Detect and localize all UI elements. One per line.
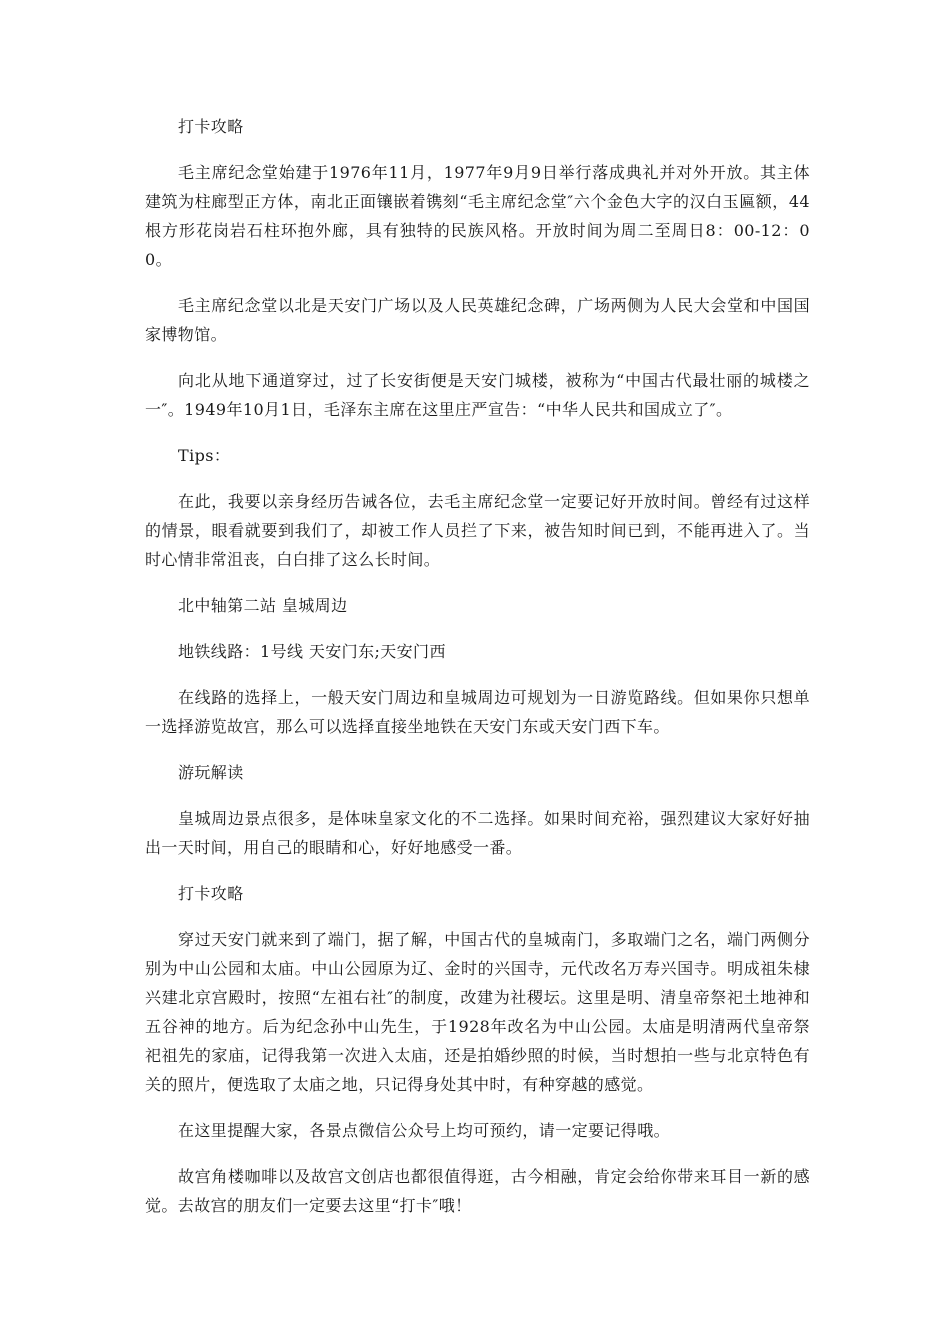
paragraph: 穿过天安门就来到了端门，据了解，中国古代的皇城南门，多取端门之名，端门两侧分别为中山公园和太庙。中山公园原为辽、金时的兴国寺，元代改名万寿兴国寺。明成祖朱棣兴建北京宫殿时，按照“左祖右社″的制度，改建为社稷坛。这里是明、清皇帝祭祀土地神和五谷神的地方。后为纪念孙中山先生，于1928年改名为中山公园。太庙是明清两代皇帝祭祀祖先的家庙，记得我第一次进入太庙，还是拍婚纱照的时候，当时想拍一些与北京特色有关的照片，便选取了太庙之地，只记得身处其中时，有种穿越的感觉。 — [145, 930, 810, 1094]
section-heading: 北中轴第二站 皇城周边 — [178, 596, 348, 615]
paragraph: 在线路的选择上，一般天安门周边和皇城周边可规划为一日游览路线。但如果你只想单一选择游览故宫，那么可以选择直接坐地铁在天安门东或天安门西下车。 — [145, 688, 810, 736]
paragraph: 毛主席纪念堂以北是天安门广场以及人民英雄纪念碑，广场两侧为人民大会堂和中国国家博物馆。 — [145, 296, 810, 344]
paragraph: 在此，我要以亲身经历告诫各位，去毛主席纪念堂一定要记好开放时间。曾经有过这样的情景，眼看就要到我们了，却被工作人员拦了下来，被告知时间已到，不能再进入了。当时心情非常沮丧，白白排了这么长时间。 — [145, 492, 810, 569]
document-body — [145, 112, 810, 1237]
paragraph: 皇城周边景点很多，是体味皇家文化的不二选择。如果时间充裕，强烈建议大家好好抽出一天时间，用自己的眼睛和心，好好地感受一番。 — [145, 809, 810, 857]
section-heading: 打卡攻略 — [178, 884, 244, 903]
section-heading: Tips： — [178, 446, 231, 465]
paragraph: 故宫角楼咖啡以及故宫文创店也都很值得逛，古今相融，肯定会给你带来耳目一新的感觉。去故宫的朋友们一定要去这里“打卡″哦！ — [145, 1167, 810, 1215]
section-heading: 游玩解读 — [178, 763, 244, 782]
paragraph: 在这里提醒大家，各景点微信公众号上均可预约，请一定要记得哦。 — [178, 1121, 671, 1140]
paragraph: 毛主席纪念堂始建于1976年11月，1977年9月9日举行落成典礼并对外开放。其主体建筑为柱廊型正方体，南北正面镶嵌着镌刻“毛主席纪念堂″六个金色大字的汉白玉匾额，44根方形花岗岩石柱环抱外廊，具有独特的民族风格。开放时间为周二至周日8：00-12：00。 — [145, 163, 810, 269]
paragraph: 向北从地下通道穿过，过了长安街便是天安门城楼，被称为“中国古代最壮丽的城楼之一″。1949年10月1日，毛泽东主席在这里庄严宣告：“中华人民共和国成立了″。 — [145, 371, 810, 419]
subway-line-info: 地铁线路：1号线 天安门东;天安门西 — [178, 642, 446, 661]
section-heading: 打卡攻略 — [178, 117, 244, 136]
